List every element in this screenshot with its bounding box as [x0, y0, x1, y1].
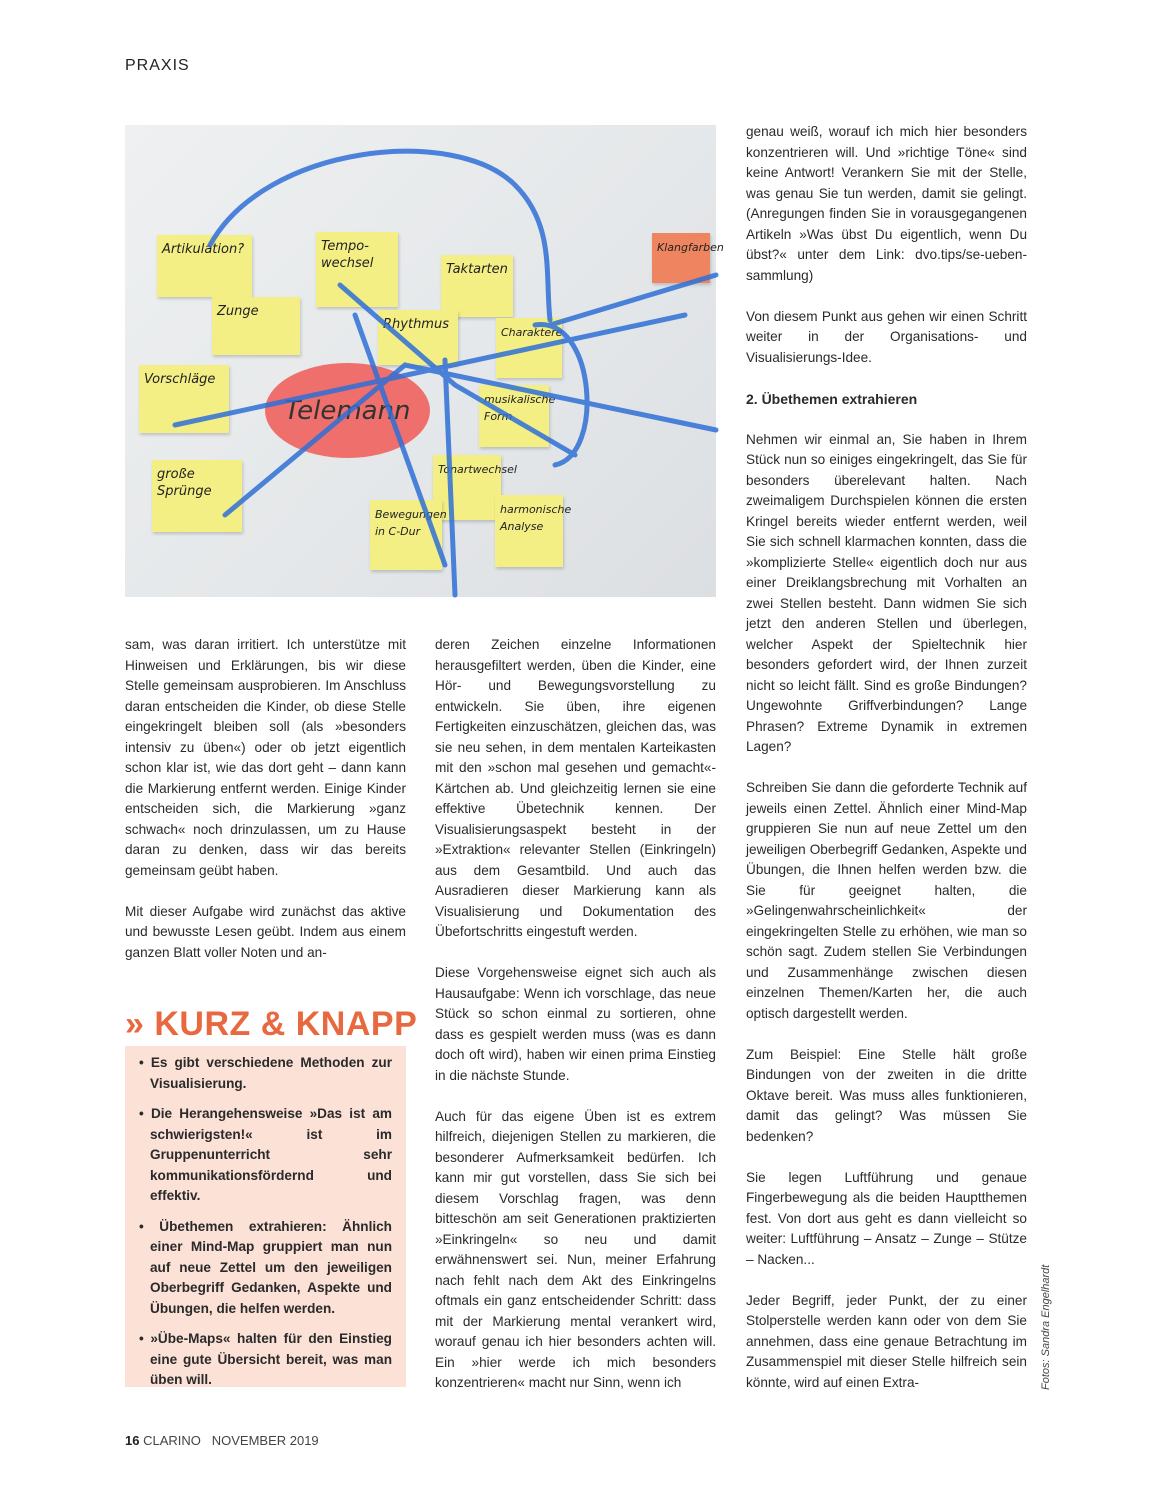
telemann-oval: Telemann — [265, 363, 430, 458]
note-klangfarben: Klangfarben — [652, 233, 710, 283]
paragraph: Auch für das eigene Üben ist es extrem hilfreich, diejenigen Stellen zu markieren, die besonderer Aufmerksamkeit bedürfen. Ich kann mir gut vorstellen, dass Sie sich bei diesem Vorschlag fragen, was denn bitteschön am seit Generationen praktizierten »Einkringeln« so neu und damit erwähnenswert sei. Nun, meiner Erfahrung nach fehlt nach dem Akt des Einkringelns oftmals ein ganz entscheidender Schritt: dass mit der Markierung mental verankert wird, worauf genau ich hier besonders achten will. Ein »hier werde ich mich besonders konzentrieren« macht nur Sinn, wenn ich — [435, 1108, 716, 1390]
blue-tape-lines — [125, 125, 716, 597]
summary-item: • »Übe-Maps« halten für den Einstieg eine gute Übersicht bereit, was man üben will. — [139, 1329, 392, 1391]
tape-line — [550, 275, 716, 325]
summary-item: • Es gibt verschiedene Methoden zur Visualisierung. — [139, 1053, 392, 1094]
summary-box — [125, 1035, 406, 1387]
summary-item: • Übethemen extrahieren: Ähnlich einer Mind-Map gruppiert man nun auf neue Zettel um den jeweiligen Oberbegriff Gedanken, Aspekte und Übungen, die helfen werden. — [139, 1217, 392, 1320]
tape-line — [355, 315, 445, 565]
subheading: 2. Übethemen extrahieren — [746, 390, 918, 407]
note-bewegungen: Bewegungen in C-Dur — [370, 500, 442, 570]
column-3 — [746, 122, 1027, 1414]
magazine-name: CLARINO — [143, 1433, 201, 1448]
issue-date: NOVEMBER 2019 — [211, 1433, 319, 1448]
page-number: 16 — [125, 1433, 140, 1448]
note-zunge: Zunge — [212, 297, 300, 355]
note-artikulation: Artikulation? — [157, 235, 252, 297]
column-1 — [125, 635, 406, 984]
paragraph: Von diesem Punkt aus gehen wir einen Schritt weiter in der Organisations- und Visualisierungs-Idee. — [746, 308, 1027, 365]
paragraph: Zum Beispiel: Eine Stelle hält große Bindungen von der zweiten in die dritte Oktave bereit. Was muss alles funktionieren, damit das gelingt? Was müssen Sie bedenken? — [746, 1046, 1027, 1144]
summary-item: • Die Herangehensweise »Das ist am schwierigsten!« ist im Gruppenunterricht sehr kommunikationsfördernd und effektiv. — [139, 1104, 392, 1207]
paragraph: Diese Vorgehensweise eignet sich auch als Hausaufgabe: Wenn ich vorschlage, das neue Stück so schon einmal zu sortieren, ohne dass es gespielt werden muss (was es dann doch oft wird), haben wir einen prima Einstieg in die nächste Stunde. — [435, 965, 716, 1083]
note-rhythmus: Rhythmus — [378, 310, 458, 365]
paragraph: Mit dieser Aufgabe wird zunächst das aktive und bewusste Lesen geübt. Indem aus einem ganzen Blatt voller Noten und an- — [125, 903, 406, 960]
column-2 — [435, 635, 716, 1414]
note-tonartwechsel: Tonartwechsel — [433, 455, 501, 520]
tape-line — [210, 151, 550, 320]
note-harmonische-analyse: harmonische Analyse — [495, 495, 563, 567]
paragraph: Sie legen Luftführung und genaue Fingerbewegung als die beiden Hauptthemen fest. Von dort aus geht es dann vielleicht so weiter: Luftführung – Ansatz – Zunge – Stütze – Nacken... — [746, 1169, 1027, 1267]
tape-line — [225, 365, 716, 515]
note-grosse-spruenge: große Sprünge — [152, 460, 242, 532]
page-footer — [125, 1433, 319, 1448]
tape-line — [445, 360, 455, 595]
paragraph: sam, was daran irritiert. Ich unterstütze mit Hinweisen und Erklärungen, bis wir diese Stelle gemeinsam ausprobieren. Im Anschluss daran entscheiden die Kinder, ob diese Stelle eingekringelt bleiben soll (als »besonders intensiv zu üben«) oder ob jetzt eigentlich schon klar ist, wie das dort geht – dann kann die Markierung entfernt werden. Einige Kinder entscheiden sich, die Markierung »ganz schwach« noch drinzulassen, um zu Hause daran zu denken, dass wir das bereits gemeinsam geübt haben. — [125, 637, 406, 878]
note-charaktere: Charaktere — [496, 318, 562, 378]
mindmap-photo — [125, 125, 724, 597]
note-vorschlaege: Vorschläge — [139, 365, 229, 433]
note-taktarten: Taktarten — [441, 255, 513, 317]
paragraph: Schreiben Sie dann die geforderte Technik auf jeweils einen Zettel. Ähnlich einer Mind-Map gruppieren Sie nun auf neue Zettel um den jeweiligen Oberbegriff Gedanken, Aspekte und Übungen, die Ihnen helfen werden bzw. die Sie für geeignet halten, die »Gelingenwahrscheinlichkeit« der eingekringelten Stelle zu erhöhen, wie man so schön sagt. Zudem stellen Sie Verbindungen und Zusammenhänge zwischen diesen einzelnen Themen/Karten her, die auch optisch dargestellt werden. — [746, 780, 1027, 1021]
summary-box-title: » KURZ & KNAPP — [125, 1002, 423, 1046]
paragraph: Jeder Begriff, jeder Punkt, der zu einer Stolperstelle werden kann oder von dem Sie annehmen, dass eine genaue Betrachtung im Zusammenspiel mit dieser Stelle hilfreich sein könnte, wird auf einen Extra- — [746, 1292, 1027, 1390]
section-label: PRAXIS — [125, 57, 190, 74]
paragraph: Nehmen wir einmal an, Sie haben in Ihrem Stück nun so einiges eingekringelt, das Sie für besonders überelevant halten. Nach zweimaligem Durchspielen können die ersten Kringel bereits wieder entfernt werden, weil Sie sich schnell klarmachen konnten, dass die »komplizierte Stelle« eigentlich doch nur aus einer Dreiklangsbrechung mit Vorhalten an zwei Stellen besteht. Dann widmen Sie sich jetzt den anderen Stellen und überlegen, welcher Aspekt der Spieltechnik hier besonders gefordert wird, der Ihnen zurzeit nicht so leicht fällt. Sind es große Bindungen? Ungewohnte Griffverbindungen? Lange Phrasen? Extreme Dynamik in extremen Lagen? — [746, 431, 1027, 754]
note-tempowechsel: Tempo-wechsel — [316, 232, 398, 307]
note-musikalische-form: musikalische Form — [479, 385, 549, 447]
paragraph: genau weiß, worauf ich mich hier besonders konzentrieren will. Und »richtige Töne« sind keine Antwort! Verankern Sie mit der Stelle, was genau Sie tun werden, damit sie gelingt. (Anregungen finden Sie in vorausgegangenen Artikeln »Was übst Du eigentlich, wenn Du übst?« unter dem Link: dvo.tips/se-ueben-sammlung) — [746, 124, 1027, 283]
photo-credit: Fotos: Sandra Engelhardt — [1040, 1264, 1052, 1390]
paragraph: deren Zeichen einzelne Informationen herausgefiltert werden, üben die Kinder, eine Hör- und Bewegungsvorstellung zu entwickeln. Sie üben, ihre eigenen Fertigkeiten einzuschätzen, gleichen das, was sie neu sehen, in dem mentalen Karteikasten mit den »schon mal gesehen und gemacht«- Kärtchen ab. Und gleichzeitig lernen sie eine effektive Übetechnik kennen. Der Visualisierungsaspekt besteht in der »Extraktion« relevanter Stellen (Einkringeln) aus dem Gesamtbild. Und auch das Ausradieren dieser Markierung kann als Visualisierung und Dokumentation des Übefortschritts eingestuft werden. — [435, 637, 716, 939]
